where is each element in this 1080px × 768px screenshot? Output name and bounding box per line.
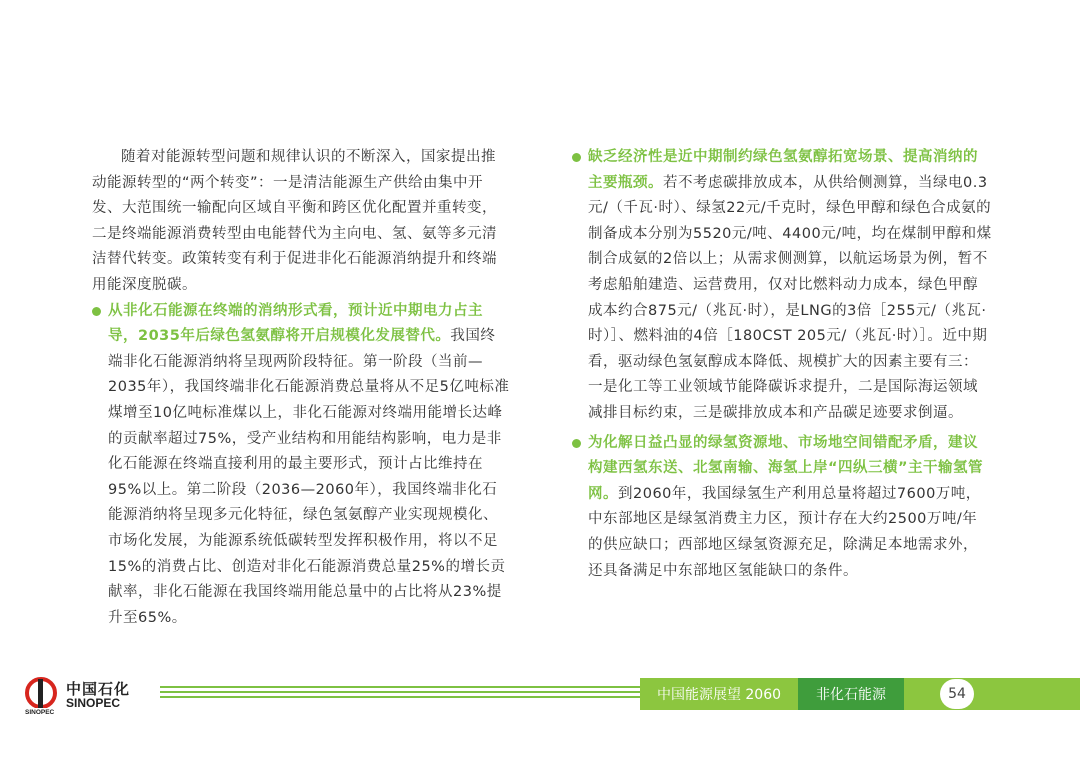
bullet-dot-icon [572, 439, 581, 448]
footer-page-band [904, 678, 1080, 710]
bullet-title: 缺乏经济性是近中期制约绿色氢氨醇拓宽场景、提高消纳的主要瓶颈。 [588, 149, 978, 191]
bullet-item-pipeline [572, 431, 992, 585]
bullet-title: 为化解日益凸显的绿氢资源地、市场地空间错配矛盾，建议构建西氢东送、北氢南输、海氢上岸“四纵三横”主干输氢管网。 [588, 434, 984, 502]
footer-section-name: 非化石能源 [798, 678, 904, 710]
logo-english-name: SINOPEC [66, 696, 121, 710]
footer-publication-title: 中国能源展望 2060 [640, 678, 798, 710]
sinopec-logo [24, 675, 148, 715]
footer-decorative-lines [160, 686, 640, 700]
sinopec-mark-icon [24, 675, 64, 715]
page-number: 54 [940, 679, 974, 709]
bullet-dot-icon [92, 307, 101, 316]
logo-mark-text: SINOPEC [25, 709, 55, 715]
bullet-item-economics [572, 145, 992, 427]
bullet-body: 到2060年，我国绿氢生产利用总量将超过7600万吨，中东部地区是绿氢消费主力区，预计存在大约2500万吨/年的供应缺口；西部地区绿氢资源充足，除满足本地需求外，还具备满足中东部地区氢能缺口的条件。 [588, 485, 981, 579]
logo-chinese-name: 中国石化 [66, 680, 131, 698]
right-column [572, 145, 992, 584]
intro-paragraph: 随着对能源转型问题和规律认识的不断深入，国家提出推动能源转型的“两个转变”：一是清洁能源生产供给由集中开发、大范围统一输配向区域自平衡和跨区优化配置并重转变，二是终端能源消费转型由电能替代为主向电、氢、氨等多元清洁替代转变。政策转变有利于促进非化石能源消纳提升和终端用能深度脱碳。 [92, 149, 497, 293]
bullet-body: 我国终端非化石能源消纳将呈现两阶段特征。第一阶段（当前—2035年），我国终端非化石能源消费总量将从不足5亿吨标准煤增至10亿吨标准煤以上，非化石能源对终端用能增长达峰的贡献率超过75%，受产业结构和用能结构影响，电力是非化石能源在终端直接利用的最主要形式，预计占比维持在95%以上。第二阶段（2036—2060年），我国终端非化石能源消纳将呈现多元化特征，绿色氢氨醇产业实现规模化、市场化发展，为能源系统低碳转型发挥积极作用，将以不足15%的消费占比、创造对非化石能源消费总量25%的增长贡献率，非化石能源在我国终端用能总量中的占比将从23%提升至65%。 [108, 328, 510, 626]
bullet-body: 若不考虑碳排放成本，从供给侧测算，当绿电0.3元/（千瓦·时）、绿氢22元/千克时，绿色甲醇和绿色合成氨的制备成本分别为5520元/吨、4400元/吨，均在煤制甲醇和煤制合成氨的2倍以上；从需求侧测算，以航运场景为例，暂不考虑船舶建造、运营费用，仅对比燃料动力成本，绿色甲醇成本约合875元/（兆瓦·时），是LNG的3倍［255元/（兆瓦·时）］、燃料油的4倍［180CST 205元/（兆瓦·时）］。近中期看，驱动绿色氢氨醇成本降低、规模扩大的因素主要有三：一是化工等工业领域节能降碳诉求提升，二是国际海运领域减排目标约束，三是碳排放成本和产品碳足迹要求倒逼。 [588, 174, 992, 421]
bullet-title: 从非化石能源在终端的消纳形式看，预计近中期电力占主导，2035年后绿色氢氨醇将开启规模化发展替代。 [108, 302, 483, 345]
left-column [92, 145, 510, 631]
bullet-item-terminal-consumption [92, 299, 510, 632]
bullet-dot-icon [572, 153, 581, 162]
